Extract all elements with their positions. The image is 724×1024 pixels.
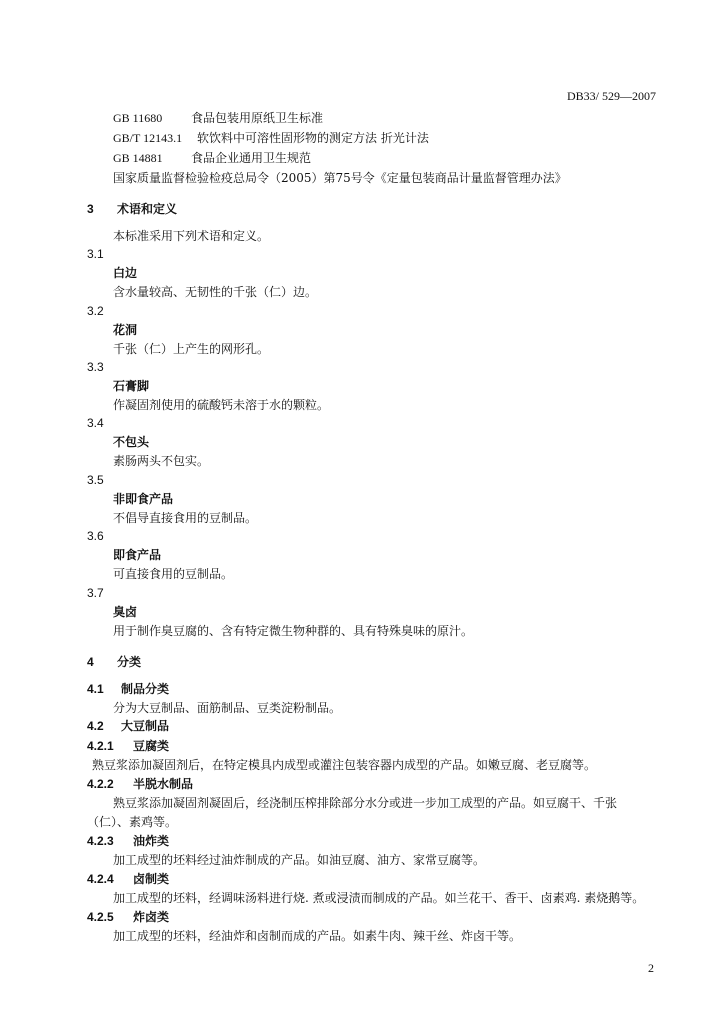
subsection-text: 熟豆浆添加凝固剂凝固后，经浇制压榨排除部分水分或进一步加工成型的产品。如豆腐干、千张: [113, 796, 618, 810]
subsection-heading: [87, 776, 193, 792]
document-header: DB33/ 529—2007: [566, 89, 656, 103]
subsection-number: 4.2.2: [87, 777, 114, 791]
reference-code: GB 14881: [113, 151, 163, 165]
subsection-heading: [87, 681, 169, 697]
section-intro: 本标准采用下列术语和定义。: [113, 229, 270, 243]
subsection-heading: [87, 738, 169, 754]
subsection-title: 半脱水制品: [133, 777, 194, 791]
term-number: 3.7: [87, 586, 104, 600]
subsection-title: 炸卤类: [133, 910, 170, 924]
subsection-number: 4.2.5: [87, 910, 114, 924]
subsection-text: 分为大豆制品、面筋制品、豆类淀粉制品。: [113, 701, 342, 715]
subsection-number: 4.2.4: [87, 872, 114, 886]
subsection-title: 油炸类: [133, 834, 170, 848]
term-definition: 可直接食用的豆制品。: [113, 567, 234, 581]
section-number: 3: [87, 202, 94, 216]
reference-code: GB/T 12143.1: [113, 131, 183, 145]
term-number: 3.4: [87, 416, 104, 430]
term-name: 非即食产品: [113, 492, 174, 506]
reference-item: [113, 130, 429, 146]
subsection-heading: [87, 871, 169, 887]
term-number: 3.2: [87, 304, 104, 318]
section-title: 分类: [117, 655, 142, 669]
term-number: 3.5: [87, 473, 104, 487]
term-definition: 含水量较高、无韧性的千张（仁）边。: [113, 285, 318, 299]
term-definition: 千张（仁）上产生的网形孔。: [113, 342, 270, 356]
subsection-text: 加工成型的坯料，经调味汤料进行烧. 煮或浸渍而制成的产品。如兰花干、香干、卤素鸡. 素烧鹅等。: [113, 891, 645, 905]
term-name: 臭卤: [113, 605, 138, 619]
reference-item: [113, 150, 311, 166]
reference-title: 食品包装用原纸卫生标准: [191, 111, 324, 125]
subsection-text-continued: （仁）、素鸡等。: [87, 815, 178, 829]
term-name: 即食产品: [113, 548, 162, 562]
term-name: 石膏脚: [113, 379, 150, 393]
term-definition: 用于制作臭豆腐的、含有特定微生物种群的、具有特殊臭味的原汁。: [113, 624, 474, 638]
term-name: 不包头: [113, 435, 150, 449]
section-number: 4: [87, 655, 94, 669]
reference-title: 食品企业通用卫生规范: [191, 151, 312, 165]
subsection-number: 4.2.1: [87, 739, 114, 753]
reference-code: GB 11680: [113, 111, 163, 125]
subsection-heading: [87, 833, 169, 849]
subsection-title: 制品分类: [121, 682, 170, 696]
term-number: 3.1: [87, 247, 104, 261]
reference-item: [113, 110, 323, 126]
term-number: 3.3: [87, 360, 104, 374]
subsection-number: 4.2.3: [87, 834, 114, 848]
term-definition: 素肠两头不包实。: [113, 454, 210, 468]
term-definition: 不倡导直接食用的豆制品。: [113, 511, 258, 525]
subsection-title: 大豆制品: [121, 719, 170, 733]
section-heading: [87, 654, 141, 670]
term-number: 3.6: [87, 529, 104, 543]
section-heading: [87, 201, 177, 217]
subsection-number: 4.2: [87, 719, 104, 733]
reference-extra: 国家质量监督检验检疫总局令（2005）第75号令《定量包装商品计量监督管理办法》: [113, 171, 567, 185]
term-name: 花洞: [113, 323, 138, 337]
subsection-text: 加工成型的坯料经过油炸制成的产品。如油豆腐、油方、家常豆腐等。: [113, 853, 486, 867]
subsection-title: 豆腐类: [133, 739, 170, 753]
term-name: 白边: [113, 266, 138, 280]
page-number: 2: [648, 961, 654, 975]
section-title: 术语和定义: [117, 202, 178, 216]
subsection-text: 熟豆浆添加凝固剂后，在特定模具内成型或灌注包装容器内成型的产品。如嫩豆腐、老豆腐等。: [92, 758, 597, 772]
subsection-number: 4.1: [87, 682, 104, 696]
term-definition: 作凝固剂使用的硫酸钙未溶于水的颗粒。: [113, 398, 330, 412]
subsection-title: 卤制类: [133, 872, 170, 886]
reference-title: 软饮料中可溶性固形物的测定方法 折光计法: [197, 131, 429, 145]
subsection-heading: [87, 909, 169, 925]
subsection-heading: [87, 718, 169, 734]
subsection-text: 加工成型的坯料，经油炸和卤制而成的产品。如素牛肉、辣干丝、炸卤干等。: [113, 929, 522, 943]
